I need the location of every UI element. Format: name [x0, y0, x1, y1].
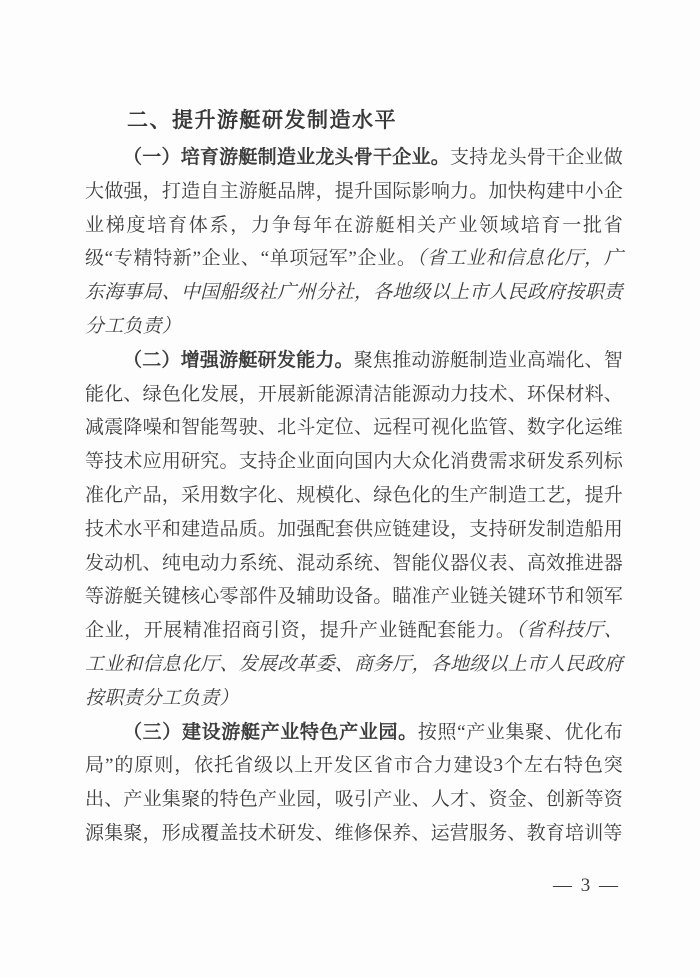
paragraph-1-body: 支持龙头骨干企业做大做强，打造自主游艇品牌，提升国际影响力。加快构建中小企业梯度培育体系，力争每年在游艇相关产业领域培育一批省级“专精特新”企业、“单项冠军”企业。	[85, 147, 623, 270]
paragraph-1-lead: （一）培育游艇制造业龙头骨干企业。	[123, 147, 450, 168]
paragraph-3-lead: （三）建设游艇产业特色产业园。	[123, 721, 418, 743]
paragraph-3	[85, 716, 623, 851]
paragraph-1-attribution: （省工业和信息化厅，广东海事局、中国船级社广州分社，各地级以上市人民政府按职责分工负责）	[85, 248, 623, 337]
paragraph-2	[85, 344, 623, 716]
paragraph-3-body: 按照“产业集聚、优化布局”的原则，依托省级以上开发区省市合力建设3个左右特色突出、产业集聚的特色产业园，吸引产业、人才、资金、创新等资源集聚，形成覆盖技术研发、维修保养、运营服务、教育培训等	[85, 721, 623, 844]
section-heading: 二、提升游艇研发制造水平	[127, 109, 397, 132]
paragraph-2-attribution: （省科技厅、工业和信息化厅、发展改革委、商务厅，各地级以上市人民政府按职责分工负责）	[85, 620, 624, 709]
page-number: — 3 —	[553, 875, 620, 896]
paragraph-1	[85, 141, 623, 344]
page-footer	[553, 875, 620, 897]
paragraph-2-body: 聚焦推动游艇制造业高端化、智能化、绿色化发展，开展新能源清洁能源动力技术、环保材料、减震降噪和智能驾驶、北斗定位、远程可视化监管、数字化运维等技术应用研究。支持企业面向国内大众化消费需求研发系列标准化产品，采用数字化、规模化、绿色化的生产制造工艺，提升技术水平和建造品质。加强配套供应链建设，支持研发制造船用发动机、纯电动力系统、混动系统、智能仪器仪表、高效推进器等游艇关键核心零部件及辅助设备。瞄准产业链关键环节和领军企业，开展精准招商引资，提升产业链配套能力。	[85, 349, 623, 642]
paragraph-2-lead: （二）增强游艇研发能力。	[123, 349, 354, 371]
document-content	[85, 104, 623, 851]
